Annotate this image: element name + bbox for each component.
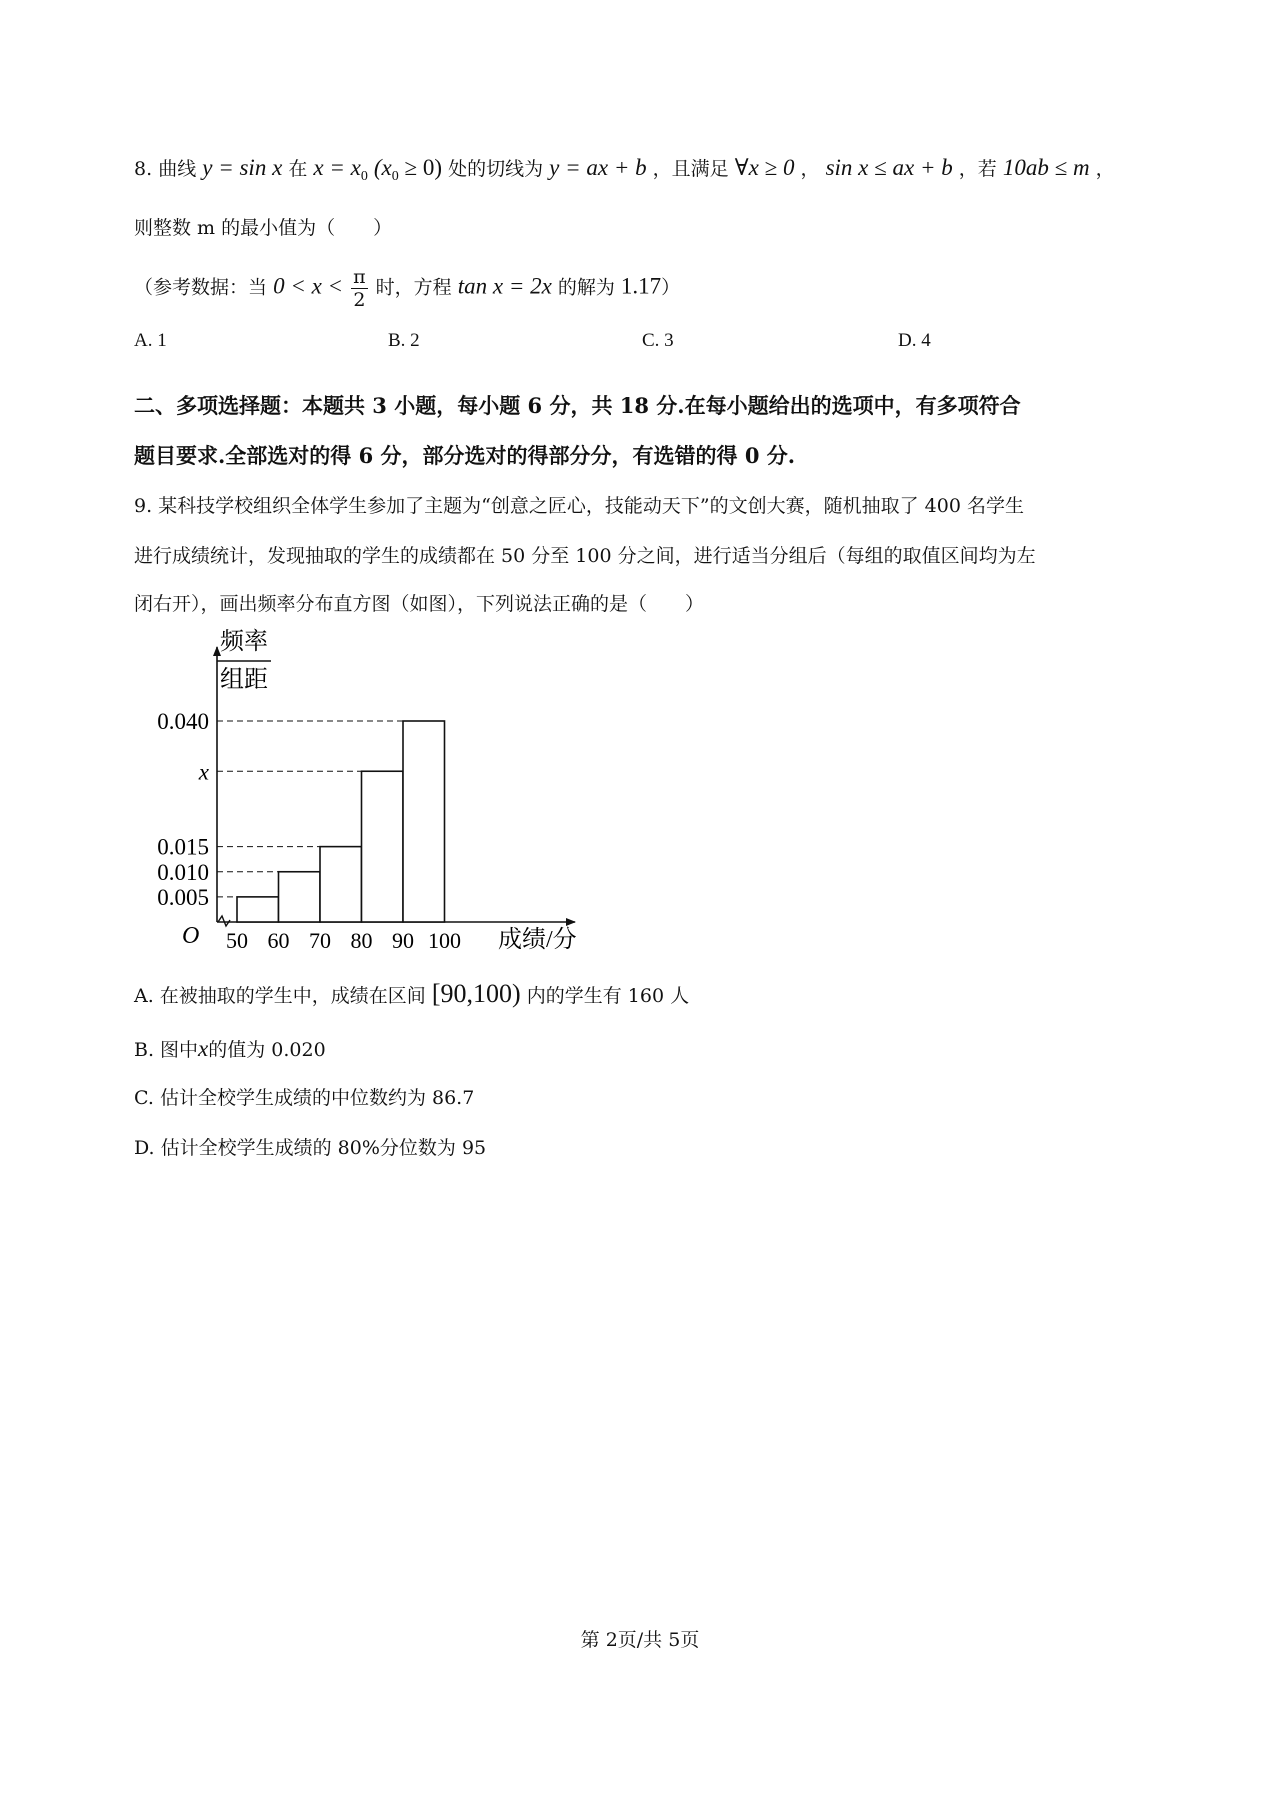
q8-line2: 则整数 m 的最小值为（ ） — [134, 217, 393, 239]
ylabel-numerator: 频率 — [220, 629, 268, 655]
q9-option-c: C. 估计全校学生成绩的中位数约为 86.7 — [134, 1087, 475, 1109]
q8-option-c: C. 3 — [642, 330, 674, 351]
q9-option-a: A. 在被抽取的学生中，成绩在区间 [90,100) 内的学生有 160 人 — [134, 979, 690, 1008]
page-footer: 第 2页/共 5页 — [580, 1629, 700, 1651]
ylabel-denominator: 组距 — [220, 667, 268, 693]
bar-2 — [320, 847, 362, 922]
x-tick-label-5: 100 — [428, 928, 461, 953]
interval-expr: [90,100) — [431, 979, 521, 1008]
section2-line2: 题目要求.全部选对的得 6 分，部分选对的得部分分，有选错的得 0 分. — [134, 443, 796, 468]
q8-option-b: B. 2 — [388, 330, 420, 351]
x-tick-label-1: 60 — [267, 928, 290, 953]
bar-1 — [279, 872, 321, 922]
q8-line1: 8. 曲线 y = sin x 在 $x = x_0$ $(x_0 \ge 0)$ 处的切线为 y = ax + b ，且满足 ∀x ≥ 0 ， sin x ≤ ax + b ，若 10ab ≤ m ， — [134, 155, 1115, 184]
x-tick-label-2: 70 — [309, 928, 331, 953]
axis-break — [218, 916, 230, 926]
y-tick-label-3: x — [198, 759, 209, 785]
y-tick-label-0: 0.005 — [157, 884, 209, 910]
bar-3 — [362, 771, 404, 922]
q9-line3: 闭右开），画出频率分布直方图（如图），下列说法正确的是（ ） — [134, 593, 705, 615]
x-tick-label-3: 80 — [350, 928, 373, 953]
q8-option-a: A. 1 — [134, 330, 167, 351]
x-tick-label-0: 50 — [226, 928, 248, 953]
q9-option-b: B. 图中x的值为 0.020 — [134, 1036, 326, 1061]
q9-line1: 9. 某科技学校组织全体学生参加了主题为“创意之匠心，技能动天下”的文创大赛，随机抽取了 400 名学生 — [134, 495, 1024, 517]
q9-line2: 进行成绩统计，发现抽取的学生的成绩都在 50 分至 100 分之间，进行适当分组后（每组的取值区间均为左 — [134, 545, 1036, 567]
origin-label: O — [182, 923, 200, 949]
q9-option-d: D. 估计全校学生成绩的 80%分位数为 95 — [134, 1137, 487, 1159]
pi-over-2: $\frac{\pi}{2}$ — [353, 266, 366, 311]
section2-line1: 二、多项选择题：本题共 3 小题，每小题 6 分，共 18 分.在每小题给出的选项中，有多项符合 — [134, 393, 1021, 418]
y-tick-label-1: 0.010 — [157, 859, 209, 885]
tangent-expr: y = ax + b — [549, 155, 647, 180]
xlabel: 成绩/分 — [498, 927, 577, 953]
curve-expr: y = sin x — [202, 155, 283, 180]
q8-reference: （参考数据：当 0 < x < $\frac{\pi}{2}$ 时，方程 tan x = 2x 的解为 1.17） — [134, 266, 681, 311]
x-tick-label-4: 90 — [392, 928, 414, 953]
bar-0 — [237, 897, 279, 922]
y-tick-label-4: 0.040 — [157, 709, 209, 734]
bar-4 — [403, 721, 445, 922]
y-tick-label-2: 0.015 — [157, 834, 209, 860]
q8-option-d: D. 4 — [898, 330, 931, 351]
histogram — [120, 625, 620, 955]
q8-number: 8. — [134, 158, 153, 180]
